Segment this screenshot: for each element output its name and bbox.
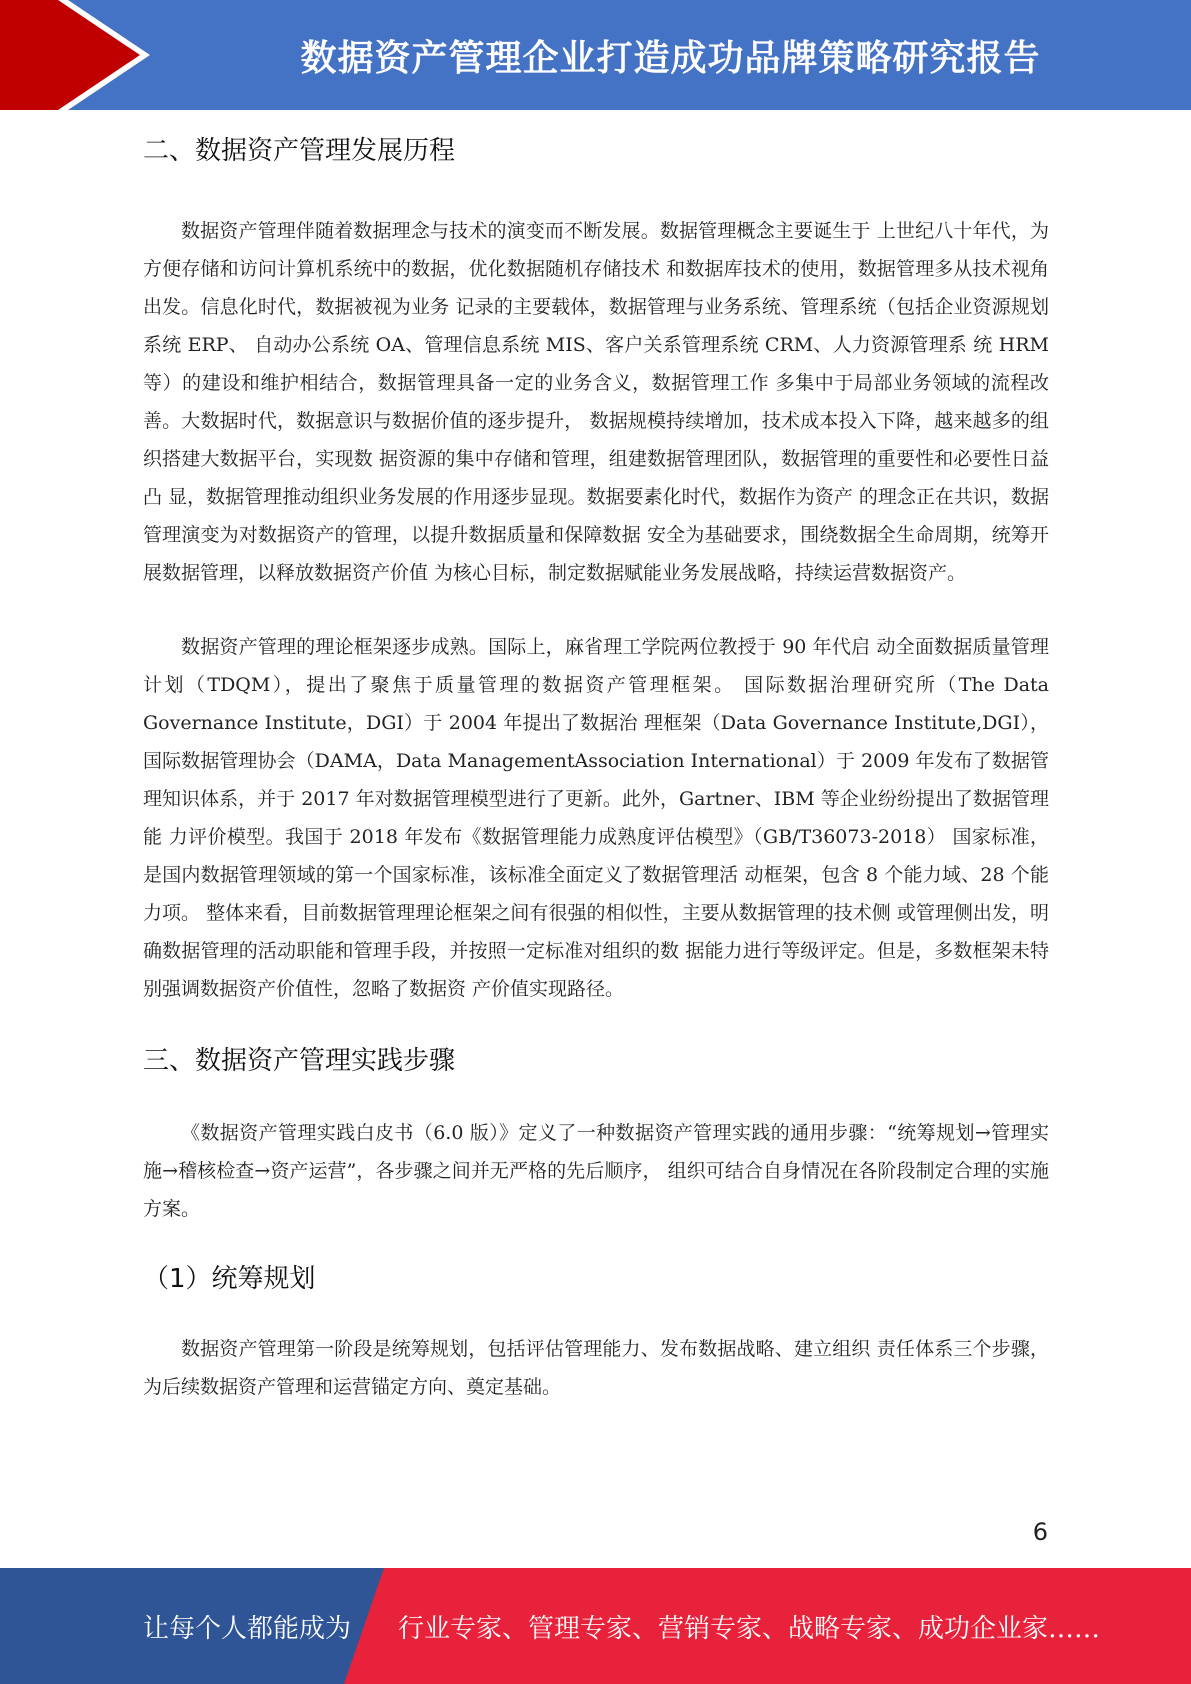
paragraph-practice-steps: 《数据资产管理实践白皮书（6.0 版）》定义了一种数据资产管理实践的通用步骤：“统筹规划→管理实施→稽核检查→资产运营”，各步骤之间并无严格的先后顺序， 组织可结合自身情况在各阶段制定合理的实施方案。	[143, 1122, 1049, 1220]
page-header	[0, 0, 1191, 110]
report-title: 数据资产管理企业打造成功品牌策略研究报告	[300, 37, 1041, 79]
section-heading-practice-steps: 三、数据资产管理实践步骤	[143, 1046, 456, 1076]
page-number: 6	[1032, 1518, 1048, 1546]
subsection-heading-planning: （1）统筹规划	[143, 1264, 316, 1294]
paragraph-theory-framework: 数据资产管理的理论框架逐步成熟。国际上，麻省理工学院两位教授于 90 年代启 动全面数据质量管理计划（TDQM），提出了聚焦于质量管理的数据资产管理框架。 国际数据治理研究所（The Data Governance Institute，DGI）于 2004 年提出了数据治 理框架（Data Governance Institute,DGI），国际数据管理协会（DAMA，Data ManagementAssociation International）于 2009 年发布了数据管理知识体系，并于 2017 年对数据管理模型进行了更新。此外，Gartner、IBM 等企业纷纷提出了数据管理能 力评价模型。我国于 2018 年发布《数据管理能力成熟度评估模型》（GB/T36073-2018） 国家标准，是国内数据管理领域的第一个国家标准，该标准全面定义了数据管理活 动框架，包含 8 个能力域、28 个能力项。 整体来看，目前数据管理理论框架之间有很强的相似性，主要从数据管理的技术侧 或管理侧出发，明确数据管理的活动职能和管理手段，并按照一定标准对组织的数 据能力进行等级评定。但是，多数框架未特别强调数据资产价值性，忽略了数据资 产价值实现路径。	[143, 636, 1049, 1000]
section-heading-development: 二、数据资产管理发展历程	[143, 136, 456, 166]
footer-slogan-right: 行业专家、管理专家、营销专家、战略专家、成功企业家……	[398, 1613, 1101, 1644]
footer-slogan-left: 让每个人都能成为	[143, 1613, 352, 1644]
main-content	[143, 128, 1049, 1406]
paragraph-development-history: 数据资产管理伴随着数据理念与技术的演变而不断发展。数据管理概念主要诞生于 上世纪八十年代，为方便存储和访问计算机系统中的数据，优化数据随机存储技术 和数据库技术的使用，数据管理多从技术视角出发。信息化时代，数据被视为业务 记录的主要载体，数据管理与业务系统、管理系统（包括企业资源规划系统 ERP、 自动办公系统 OA、管理信息系统 MIS、客户关系管理系统 CRM、人力资源管理系 统 HRM 等）的建设和维护相结合，数据管理具备一定的业务含义，数据管理工作 多集中于局部业务领域的流程改善。大数据时代，数据意识与数据价值的逐步提升， 数据规模持续增加，技术成本投入下降，越来越多的组织搭建大数据平台，实现数 据资源的集中存储和管理，组建数据管理团队，数据管理的重要性和必要性日益凸 显，数据管理推动组织业务发展的作用逐步显现。数据要素化时代，数据作为资产 的理念正在共识，数据管理演变为对数据资产的管理，以提升数据质量和保障数据 安全为基础要求，围绕数据全生命周期，统筹开展数据管理，以释放数据资产价值 为核心目标，制定数据赋能业务发展战略，持续运营数据资产。	[143, 220, 1049, 584]
page-footer	[0, 1568, 1191, 1684]
paragraph-planning: 数据资产管理第一阶段是统筹规划，包括评估管理能力、发布数据战略、建立组织 责任体系三个步骤，为后续数据资产管理和运营锚定方向、奠定基础。	[143, 1338, 1049, 1398]
